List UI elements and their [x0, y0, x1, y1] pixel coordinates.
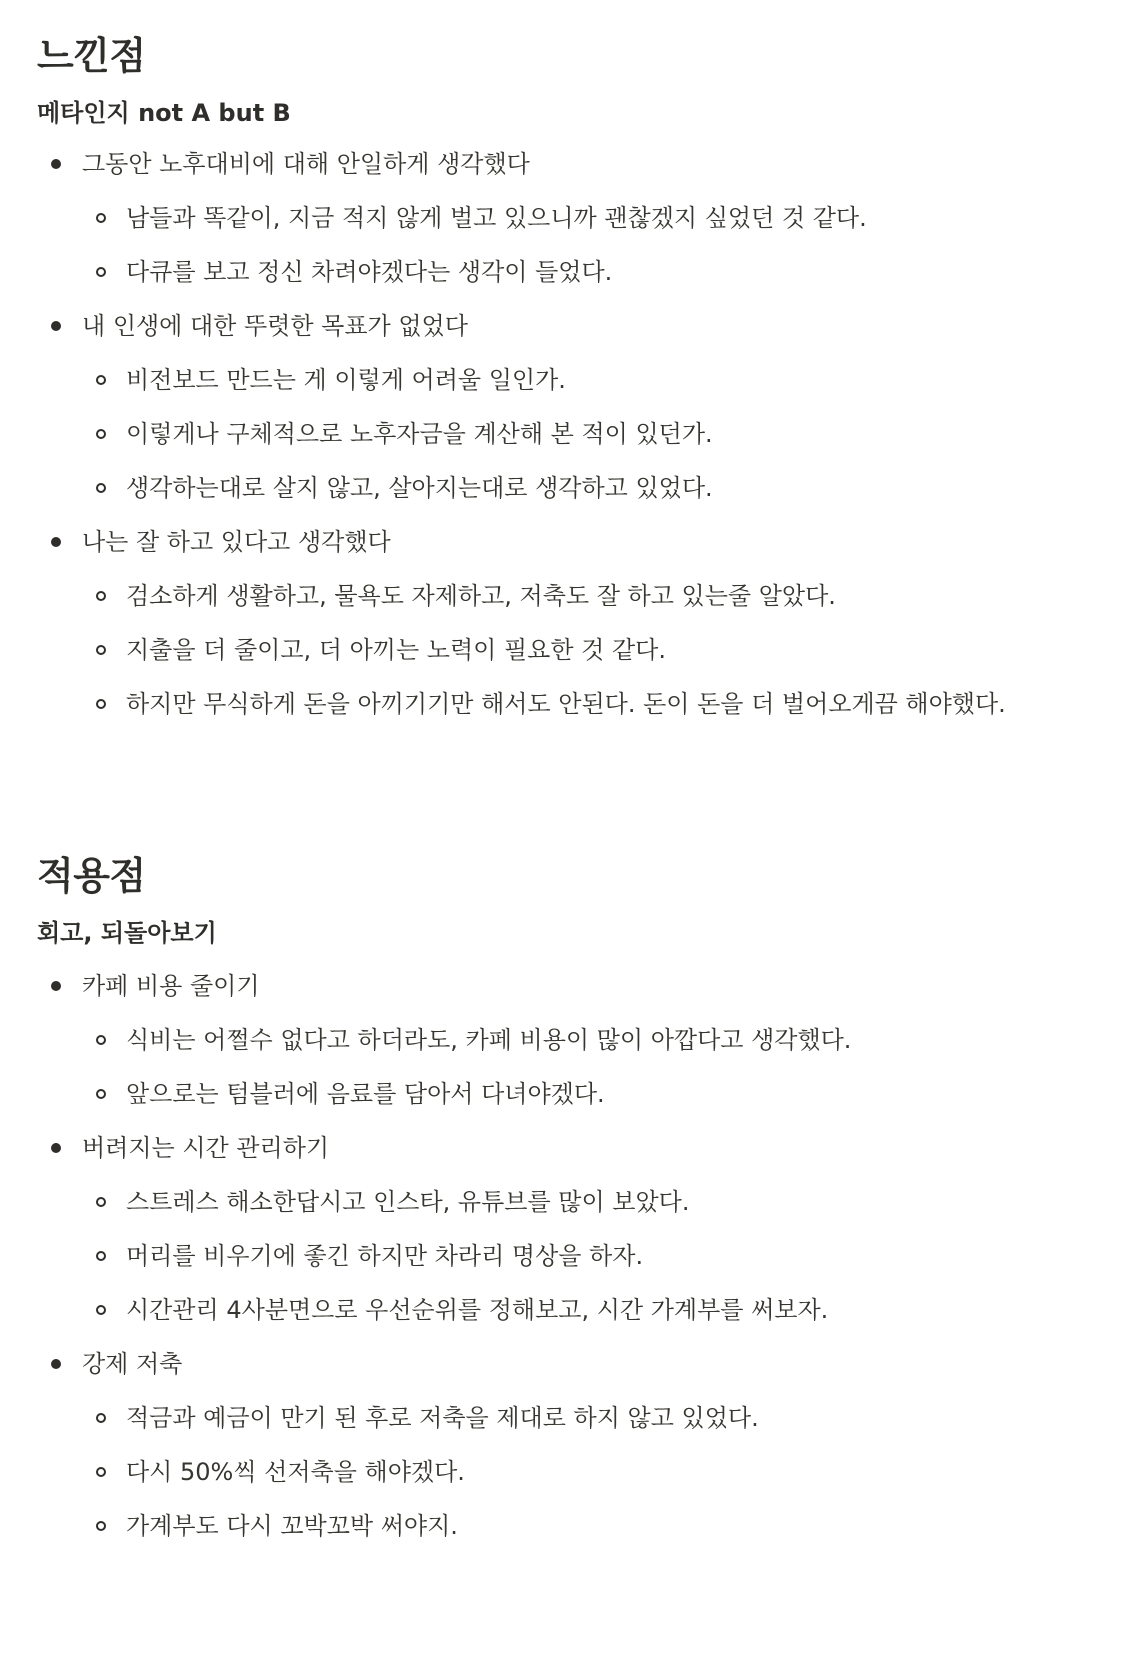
list-item [0, 1079, 1129, 1133]
list-item [0, 1349, 1129, 1403]
list-item [0, 149, 1129, 203]
list-item [0, 971, 1129, 1025]
filled-bullet-icon [51, 1359, 61, 1369]
list-item-text: 가계부도 다시 꼬박꼬박 써야지. [126, 1512, 458, 1540]
hollow-bullet-icon [96, 375, 106, 385]
filled-bullet-icon [51, 1143, 61, 1153]
list-item [0, 1241, 1129, 1295]
list-item-text: 검소하게 생활하고, 물욕도 자제하고, 저축도 잘 하고 있는줄 알았다. [126, 582, 836, 610]
list-item-text: 이렇게나 구체적으로 노후자금을 계산해 본 적이 있던가. [126, 420, 713, 448]
list-item-text: 남들과 똑같이, 지금 적지 않게 벌고 있으니까 괜찮겠지 싶었던 것 같다. [126, 204, 867, 232]
hollow-bullet-icon [96, 1035, 106, 1045]
hollow-bullet-icon [96, 429, 106, 439]
hollow-bullet-icon [96, 483, 106, 493]
list-item [0, 1025, 1129, 1079]
hollow-bullet-icon [96, 1305, 106, 1315]
hollow-bullet-icon [96, 645, 106, 655]
list-item-text: 식비는 어쩔수 없다고 하더라도, 카페 비용이 많이 아깝다고 생각했다. [126, 1026, 852, 1054]
hollow-bullet-icon [96, 267, 106, 277]
list-item [0, 257, 1129, 311]
list-item [0, 311, 1129, 365]
list-item-text: 그동안 노후대비에 대해 안일하게 생각했다 [82, 150, 530, 178]
hollow-bullet-icon [96, 1251, 106, 1261]
list-item [0, 1403, 1129, 1457]
list-item-text: 머리를 비우기에 좋긴 하지만 차라리 명상을 하자. [126, 1242, 644, 1270]
list-item-text: 지출을 더 줄이고, 더 아끼는 노력이 필요한 것 같다. [126, 636, 666, 664]
list-item-text: 다큐를 보고 정신 차려야겠다는 생각이 들었다. [126, 258, 613, 286]
list-item [0, 473, 1129, 527]
list-item [0, 581, 1129, 635]
filled-bullet-icon [51, 981, 61, 991]
filled-bullet-icon [51, 159, 61, 169]
list-item [0, 527, 1129, 581]
hollow-bullet-icon [96, 591, 106, 601]
bullet-list [0, 971, 1129, 1565]
list-item-text: 적금과 예금이 만기 된 후로 저축을 제대로 하지 않고 있었다. [126, 1404, 759, 1432]
filled-bullet-icon [51, 321, 61, 331]
list-item [0, 365, 1129, 419]
list-item-text: 버려지는 시간 관리하기 [82, 1134, 330, 1162]
list-item [0, 203, 1129, 257]
list-item [0, 1295, 1129, 1349]
list-item [0, 1133, 1129, 1187]
list-item-text: 생각하는대로 살지 않고, 살아지는대로 생각하고 있었다. [126, 474, 713, 502]
hollow-bullet-icon [96, 1197, 106, 1207]
section-heading: 느낀점 [37, 34, 146, 78]
list-item-text: 나는 잘 하고 있다고 생각했다 [82, 528, 391, 556]
filled-bullet-icon [51, 537, 61, 547]
list-item [0, 1187, 1129, 1241]
list-item [0, 1511, 1129, 1565]
list-item-text: 강제 저축 [82, 1350, 183, 1378]
list-item-text: 내 인생에 대한 뚜렷한 목표가 없었다 [82, 312, 468, 340]
list-item [0, 635, 1129, 689]
hollow-bullet-icon [96, 699, 106, 709]
list-item [0, 689, 1129, 743]
list-item [0, 1457, 1129, 1511]
hollow-bullet-icon [96, 1413, 106, 1423]
list-item-text: 하지만 무식하게 돈을 아끼기기만 해서도 안된다. 돈이 돈을 더 벌어오게끔 해야했다. [126, 690, 1006, 718]
section-heading: 적용점 [37, 854, 146, 898]
bullet-list [0, 149, 1129, 743]
section-subheading: 메타인지 not A but B [37, 99, 291, 127]
hollow-bullet-icon [96, 1467, 106, 1477]
hollow-bullet-icon [96, 213, 106, 223]
section-subheading: 회고, 되돌아보기 [37, 919, 217, 947]
hollow-bullet-icon [96, 1089, 106, 1099]
list-item [0, 419, 1129, 473]
hollow-bullet-icon [96, 1521, 106, 1531]
list-item-text: 다시 50%씩 선저축을 해야겠다. [126, 1458, 465, 1486]
list-item-text: 앞으로는 텀블러에 음료를 담아서 다녀야겠다. [126, 1080, 605, 1108]
list-item-text: 비전보드 만드는 게 이렇게 어려울 일인가. [126, 366, 566, 394]
list-item-text: 시간관리 4사분면으로 우선순위를 정해보고, 시간 가계부를 써보자. [126, 1296, 829, 1324]
list-item-text: 카페 비용 줄이기 [82, 972, 260, 1000]
list-item-text: 스트레스 해소한답시고 인스타, 유튜브를 많이 보았다. [126, 1188, 690, 1216]
